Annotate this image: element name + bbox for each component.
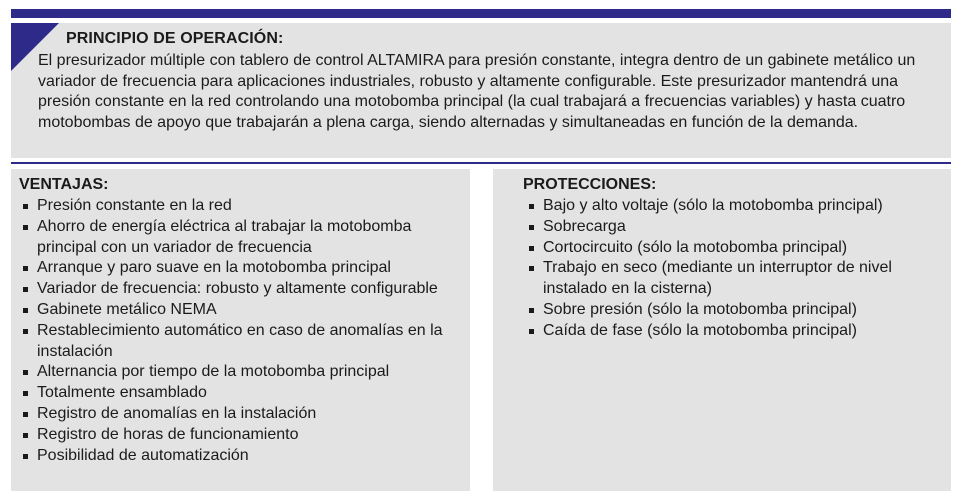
list-item <box>23 383 463 404</box>
bullet-square-icon <box>23 391 28 396</box>
list-item <box>23 362 463 383</box>
bullet-square-icon <box>23 204 28 209</box>
list-item <box>23 446 463 467</box>
list-item-text: Posibilidad de automatización <box>37 446 249 464</box>
list-item <box>529 300 944 321</box>
bullet-square-icon <box>529 266 534 271</box>
list-item-text: Registro de horas de funcionamiento <box>37 425 299 443</box>
protecciones-title: PROTECCIONES: <box>523 176 657 193</box>
list-item-text: Gabinete metálico NEMA <box>37 300 217 318</box>
bullet-square-icon <box>529 246 534 251</box>
list-item <box>529 196 944 217</box>
list-item-text: Sobrecarga <box>543 217 626 235</box>
list-item-text: Caída de fase (sólo la motobomba principal) <box>543 321 857 339</box>
list-item-text: Restablecimiento automático en caso de anomalías en la instalación <box>37 321 443 360</box>
list-item <box>529 321 944 342</box>
list-item <box>23 279 463 300</box>
list-item <box>23 300 463 321</box>
protecciones-panel <box>493 169 951 491</box>
list-item <box>529 217 944 238</box>
bullet-square-icon <box>23 266 28 271</box>
list-item <box>23 196 463 217</box>
list-item-text: Sobre presión (sólo la motobomba principal) <box>543 300 857 318</box>
principio-body: El presurizador múltiple con tablero de control ALTAMIRA para presión constante, integra dentro de un gabinete metálico un variador de frecuencia para aplicaciones industriales, robusto y altamente configurable. Este presurizador mantendrá una presión constante en la red controlando una motobomba principal (la cual trabajará a frecuencias variables) y hasta cuatro motobombas de apoyo que trabajarán a plena carga, siendo alternadas y simultaneadas en función de la demanda. <box>38 52 916 131</box>
ventajas-list <box>23 196 463 466</box>
ventajas-panel <box>11 169 470 491</box>
bullet-square-icon <box>23 433 28 438</box>
principio-panel <box>11 23 951 158</box>
bullet-square-icon <box>529 308 534 313</box>
bullet-square-icon <box>23 412 28 417</box>
bullet-square-icon <box>23 454 28 459</box>
list-item <box>23 258 463 279</box>
list-item <box>529 258 944 300</box>
bullet-square-icon <box>23 287 28 292</box>
list-item-text: Alternancia por tiempo de la motobomba principal <box>37 363 390 381</box>
list-item-text: Cortocircuito (sólo la motobomba principal) <box>543 238 848 256</box>
list-item <box>23 217 463 259</box>
bullet-square-icon <box>529 225 534 230</box>
list-item-text: Presión constante en la red <box>37 197 232 214</box>
bullet-square-icon <box>23 329 28 334</box>
bullet-square-icon <box>23 370 28 375</box>
bullet-square-icon <box>529 329 534 334</box>
ventajas-title: VENTAJAS: <box>19 176 109 193</box>
top-accent-bar <box>11 9 951 18</box>
principio-title: PRINCIPIO DE OPERACIÓN: <box>66 30 284 47</box>
list-item-text: Registro de anomalías en la instalación <box>37 404 317 422</box>
list-item <box>529 238 944 259</box>
bullet-square-icon <box>23 308 28 313</box>
list-item <box>23 404 463 425</box>
list-item <box>23 321 463 363</box>
list-item-text: Variador de frecuencia: robusto y altamente configurable <box>37 280 438 298</box>
list-item-text: Ahorro de energía eléctrica al trabajar la motobomba principal con un variador de frecuencia <box>37 217 412 256</box>
list-item-text: Bajo y alto voltaje (sólo la motobomba principal) <box>543 197 883 214</box>
bullet-square-icon <box>23 225 28 230</box>
list-item-text: Arranque y paro suave en la motobomba principal <box>37 259 391 277</box>
protecciones-list <box>529 196 944 342</box>
list-item-text: Trabajo en seco (mediante un interruptor de nivel instalado en la cisterna) <box>543 259 892 298</box>
list-item <box>23 425 463 446</box>
bullet-square-icon <box>529 204 534 209</box>
section-divider <box>11 162 951 164</box>
list-item-text: Totalmente ensamblado <box>37 384 207 402</box>
